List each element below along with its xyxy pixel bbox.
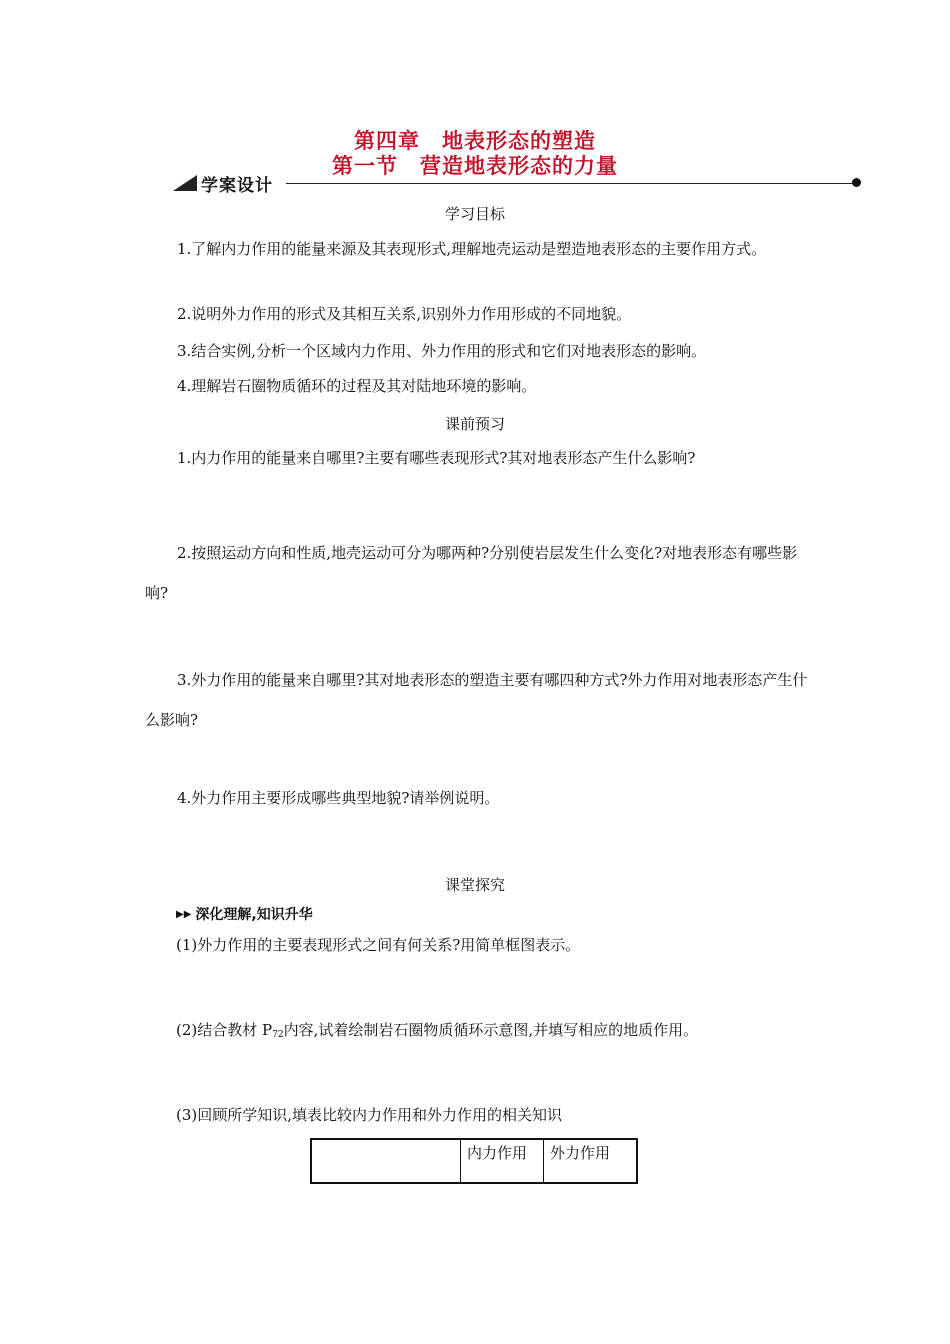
q2-page-number: 72 xyxy=(272,1030,284,1040)
objectives-heading: 学习目标 xyxy=(444,205,505,223)
q2-text-start: (2)结合教材 P xyxy=(176,1021,273,1039)
objective-item-1: 1.了解内力作用的能量来源及其表现形式,理解地壳运动是塑造地表形态的主要作用方式。 xyxy=(177,240,767,258)
preview-item-4: 4.外力作用主要形成哪些典型地貌?请举例说明。 xyxy=(177,789,500,807)
preview-item-3: 3.外力作用的能量来自哪里?其对地表形态的塑造主要有哪四种方式?外力作用对地表形态产生什么影响? xyxy=(145,671,808,729)
banner-end-dot-icon xyxy=(852,178,861,187)
table-header-external: 外力作用 xyxy=(544,1139,638,1183)
explore-question-2 xyxy=(176,1019,698,1040)
explore-subhead xyxy=(176,904,313,924)
table-header-empty xyxy=(311,1139,461,1183)
preview-item-2: 2.按照运动方向和性质,地壳运动可分为哪两种?分别使岩层发生什么变化?对地表形态有哪些影响? xyxy=(145,544,798,602)
preview-item-1: 1.内力作用的能量来自哪里?主要有哪些表现形式?其对地表形态产生什么影响? xyxy=(177,449,696,467)
double-arrow-icon: ▶▶ xyxy=(176,908,192,920)
explore-question-1: (1)外力作用的主要表现形式之间有何关系?用简单框图表示。 xyxy=(176,936,581,954)
table-header-internal: 内力作用 xyxy=(461,1139,544,1183)
banner-label: 学案设计 xyxy=(201,175,273,196)
banner-label-group xyxy=(173,172,273,194)
explore-question-3: (3)回顾所学知识,填表比较内力作用和外力作用的相关知识 xyxy=(176,1106,563,1124)
section-title: 第一节 营造地表形态的力量 xyxy=(332,154,618,178)
banner-rule xyxy=(286,183,853,184)
preview-heading: 课前预习 xyxy=(444,415,505,433)
objective-item-3: 3.结合实例,分析一个区域内力作用、外力作用的形式和它们对地表形态的影响。 xyxy=(177,342,707,360)
objective-item-4: 4.理解岩石圈物质循环的过程及其对陆地环境的影响。 xyxy=(177,377,537,395)
table-row xyxy=(311,1139,637,1183)
chapter-title: 第四章 地表形态的塑造 xyxy=(354,129,596,153)
comparison-table xyxy=(310,1138,638,1184)
section-banner xyxy=(173,172,861,194)
explore-heading: 课堂探究 xyxy=(444,876,505,894)
objective-item-2: 2.说明外力作用的形式及其相互关系,识别外力作用形成的不同地貌。 xyxy=(177,305,632,323)
triangle-icon xyxy=(173,175,197,191)
explore-subhead-text: 深化理解,知识升华 xyxy=(195,907,313,923)
q2-text-end: 内容,试着绘制岩石圈物质循环示意图,并填写相应的地质作用。 xyxy=(283,1021,699,1039)
